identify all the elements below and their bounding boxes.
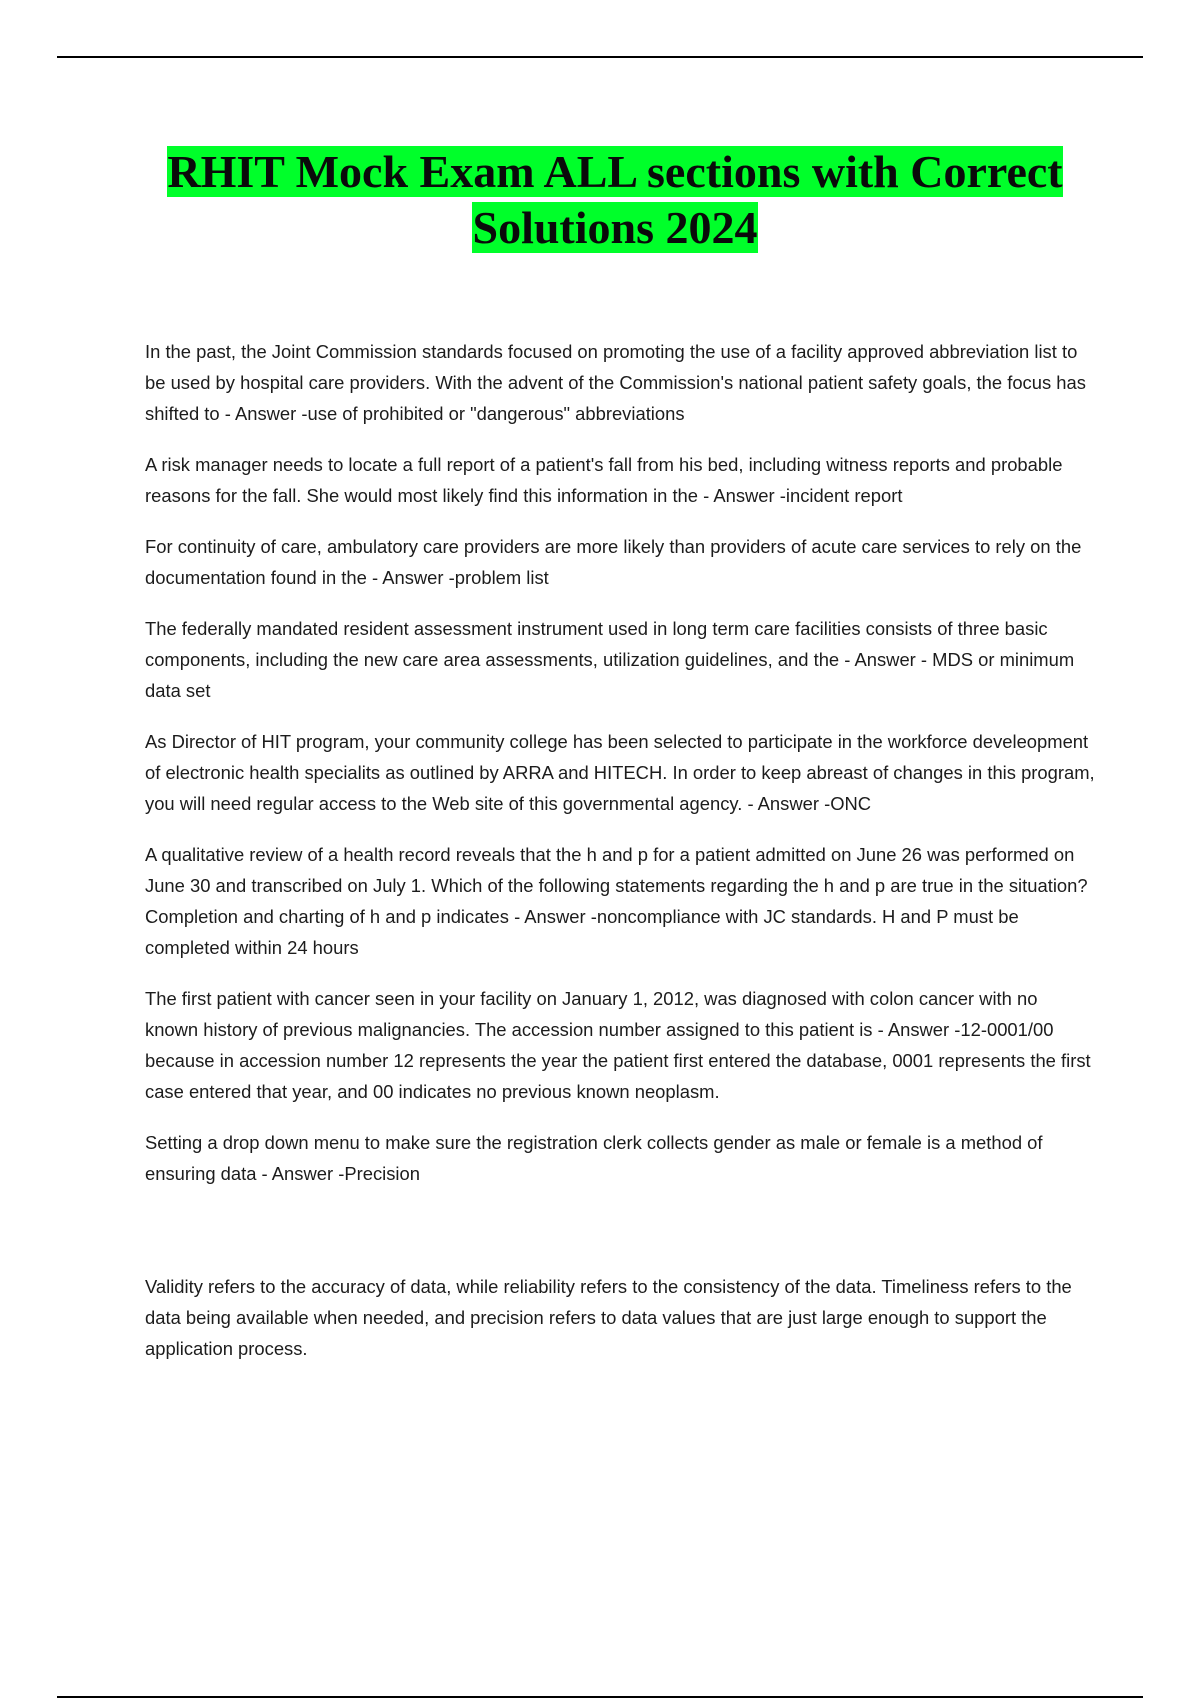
top-rule (57, 56, 1143, 58)
qa-paragraph: For continuity of care, ambulatory care providers are more likely than providers of acute care services to rely on the documentation found in the - Answer -problem list (145, 536, 1082, 588)
explanation-paragraph: Validity refers to the accuracy of data, while reliability refers to the consistency of the data. Timeliness refers to the data being available when needed, and precision refers to data values that are just large enough to support the application process. (145, 1276, 1072, 1359)
document-title (135, 144, 1095, 256)
qa-paragraph: A risk manager needs to locate a full report of a patient's fall from his bed, including witness reports and probable reasons for the fall. She would most likely find this information in the - Answer -incident report (145, 454, 1063, 506)
qa-paragraph: As Director of HIT program, your community college has been selected to participate in the workforce develeopment of electronic health specialits as outlined by ARRA and HITECH. In order to keep abreast of changes in this program, you will need regular access to the Web site of this governmental agency. - Answer -ONC (145, 731, 1095, 814)
qa-paragraph: The federally mandated resident assessment instrument used in long term care facilities consists of three basic components, including the new care area assessments, utilization guidelines, and the - Answer - MDS or minimum data set (145, 618, 1075, 701)
qa-paragraph: A qualitative review of a health record reveals that the h and p for a patient admitted on June 26 was performed on June 30 and transcribed on July 1. Which of the following statements regarding the h and p are true in the situation? Completion and charting of h and p indicates - Answer -noncompliance with JC standards. H and P must be completed within 24 hours (145, 844, 1088, 958)
document-body (145, 336, 1095, 1384)
qa-paragraph: The first patient with cancer seen in your facility on January 1, 2012, was diagnosed with colon cancer with no known history of previous malignancies. The accession number assigned to this patient is - Answer -12-0001/00 because in accession number 12 represents the year the patient first entered the database, 0001 represents the first case entered that year, and 00 indicates no previous known neoplasm. (145, 988, 1091, 1102)
qa-paragraph: In the past, the Joint Commission standards focused on promoting the use of a facility approved abbreviation list to be used by hospital care providers. With the advent of the Commission's national patient safety goals, the focus has shifted to - Answer -use of prohibited or "dangerous" abbreviations (145, 341, 1086, 424)
qa-paragraph: Setting a drop down menu to make sure the registration clerk collects gender as male or female is a method of ensuring data - Answer -Precision (145, 1132, 1043, 1184)
title-highlight: RHIT Mock Exam ALL sections with Correct Solutions 2024 (167, 146, 1063, 253)
bottom-rule (57, 1696, 1143, 1698)
